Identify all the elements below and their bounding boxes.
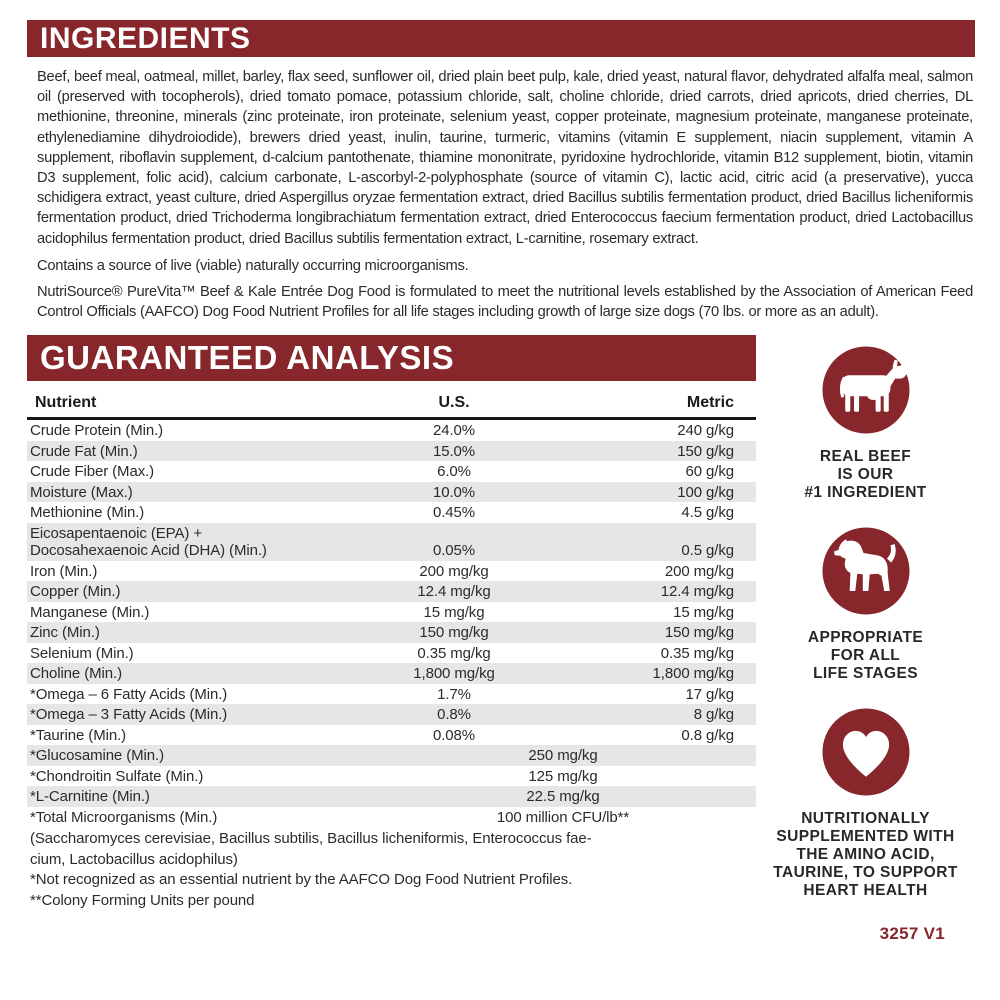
analysis-row (27, 663, 756, 684)
microorganisms-note: Contains a source of live (viable) naturally occurring microorganisms. (37, 257, 469, 274)
nutrient-cell: Selenium (Min.) (30, 644, 134, 662)
analysis-row (27, 745, 756, 766)
metric-value-cell: 0.8 g/kg (681, 726, 734, 744)
metric-value-cell: 4.5 g/kg (681, 504, 734, 522)
nutrient-cell: Eicosapentaenoic (EPA) + Docosahexaenoic Acid (DHA) (Min.) (30, 524, 267, 560)
metric-value-cell: 15 mg/kg (673, 603, 734, 621)
nutrient-cell: *Chondroitin Sulfate (Min.) (30, 767, 204, 785)
badge-caption-line: #1 INGREDIENT (804, 484, 927, 502)
badge-heart-health (773, 707, 957, 900)
guaranteed-analysis-table (27, 394, 756, 827)
metric-value-cell: 150 mg/kg (664, 624, 734, 642)
us-value-cell: 200 mg/kg (419, 562, 489, 580)
analysis-row (27, 684, 756, 705)
nutrient-cell: Zinc (Min.) (30, 624, 100, 642)
nutrient-cell: Crude Fat (Min.) (30, 442, 138, 460)
column-header-nutrient: Nutrient (27, 394, 370, 419)
column-header-us: U.S. (370, 394, 538, 419)
analysis-row (27, 786, 756, 807)
nutrient-cell: *L-Carnitine (Min.) (30, 788, 150, 806)
analysis-row (27, 581, 756, 602)
nutrient-cell: Crude Protein (Min.) (30, 422, 164, 440)
us-value-cell: 150 mg/kg (419, 624, 489, 642)
nutrient-cell: *Omega – 6 Fatty Acids (Min.) (30, 685, 228, 703)
version-code: 3257 V1 (879, 924, 945, 944)
analysis-row (27, 441, 756, 462)
analysis-footnote: **Colony Forming Units per pound (30, 891, 255, 909)
us-value-cell: 15.0% (432, 442, 476, 460)
badge-caption-line: FOR ALL (830, 647, 901, 665)
us-value-cell: 6.0% (437, 463, 471, 481)
metric-value-cell: 1,800 mg/kg (652, 665, 734, 683)
badge-real-beef (804, 345, 926, 502)
nutrient-cell: Methionine (Min.) (30, 504, 145, 522)
metric-value-cell: 200 mg/kg (664, 562, 734, 580)
metric-value-cell: 0.35 mg/kg (660, 644, 734, 662)
guaranteed-analysis-title: GUARANTEED ANALYSIS (40, 339, 455, 377)
us-value-cell: 0.45% (432, 504, 476, 522)
badge-caption-line: HEART HEALTH (803, 882, 928, 900)
ingredients-title: INGREDIENTS (40, 21, 251, 55)
badge-caption (773, 810, 957, 900)
lower-section (27, 335, 975, 944)
analysis-row (27, 419, 756, 441)
metric-value-cell: 150 g/kg (677, 442, 734, 460)
analysis-footnote: (Saccharomyces cerevisiae, Bacillus subtilis, Bacillus licheniformis, Enterococcus fae- (30, 830, 592, 848)
analysis-row (27, 643, 756, 664)
us-value-cell: 0.05% (432, 542, 476, 560)
badges-sidebar (756, 335, 975, 944)
metric-value-cell: 60 g/kg (685, 463, 734, 481)
us-value-cell: 1.7% (437, 685, 471, 703)
analysis-row (27, 461, 756, 482)
combined-value-cell: 100 million CFU/lb** (496, 808, 630, 826)
cow-icon (821, 345, 911, 435)
badge-caption-line: NUTRITIONALLY (801, 810, 930, 828)
analysis-row (27, 482, 756, 503)
analysis-row (27, 502, 756, 523)
heart-icon (821, 707, 911, 797)
nutrient-cell: *Omega – 3 Fatty Acids (Min.) (30, 706, 228, 724)
analysis-row (27, 807, 756, 828)
analysis-row (27, 766, 756, 787)
badge-caption-line: IS OUR (837, 466, 894, 484)
nutrient-cell: *Glucosamine (Min.) (30, 747, 164, 765)
analysis-row (27, 561, 756, 582)
nutrient-cell: *Taurine (Min.) (30, 726, 127, 744)
column-header-metric: Metric (538, 394, 756, 419)
metric-value-cell: 17 g/kg (685, 685, 734, 703)
ingredients-text: Beef, beef meal, oatmeal, millet, barley, flax seed, sunflower oil, dried plain beet pulp, kale, dried yeast, natural flavor, dehydrated alfalfa meal, salmon oil (preserved with tocopherols), dried tomato pomace, potassium chloride, salt, choline chloride, dried carrots, dried apricots, dried cherries, DL methionine, threonine, minerals (zinc proteinate, iron proteinate, selenium yeast, copper proteinate, magnesium proteinate, manganese proteinate, ethylenediamine dihydroiodide), brewers dried yeast, inulin, taurine, turmeric, vitamins (vitamin E supplement, niacin supplement, vitamin A supplement, riboflavin supplement, d-calcium pantothenate, thiamine mononitrate, pyridoxine hydrochloride, vitamin B12 supplement, biotin, vitamin D3 supplement, folic acid), calcium carbonate, L-ascorbyl-2-polyphosphate (source of vitamin C), lactic acid, citric acid (a preservative), yucca schidigera extract, yeast culture, dried Aspergillus oryzae fermentation extract, dried Bacillus subtilis fermentation product, dried Bacillus licheniformis fermentation product, dried Trichoderma longibrachiatum fermentation extract, dried Enterococcus faecium fermentation product, dried Lactobacillus acidophilus fermentation product, dried Bacillus subtilis fermentation extract, L-carnitine, rosemary extract. (37, 69, 973, 247)
badge-caption-line: REAL BEEF (819, 448, 912, 466)
metric-value-cell: 12.4 mg/kg (660, 583, 734, 601)
combined-value-cell: 250 mg/kg (528, 747, 598, 765)
us-value-cell: 0.35 mg/kg (417, 644, 491, 662)
nutrient-cell: Crude Fiber (Max.) (30, 463, 155, 481)
metric-value-cell: 240 g/kg (677, 422, 734, 440)
aafco-statement: NutriSource® PureVita™ Beef & Kale Entrée Dog Food is formulated to meet the nutritional levels established by the Association of American Feed Control Officials (AAFCO) Dog Food Nutrient Profiles for all life stages including growth of large size dogs (70 lbs. or more as an adult). (37, 284, 973, 321)
nutrient-cell: *Total Microorganisms (Min.) (30, 808, 218, 826)
analysis-row (27, 725, 756, 746)
guaranteed-analysis-section (27, 335, 756, 944)
nutrient-cell: Manganese (Min.) (30, 603, 150, 621)
puppy-icon (821, 526, 911, 616)
us-value-cell: 0.08% (432, 726, 476, 744)
badge-life-stages (808, 526, 923, 683)
analysis-row (27, 622, 756, 643)
us-value-cell: 15 mg/kg (423, 603, 485, 621)
analysis-footnotes (27, 829, 756, 911)
combined-value-cell: 125 mg/kg (528, 767, 598, 785)
analysis-row (27, 704, 756, 725)
nutrient-cell: Iron (Min.) (30, 562, 98, 580)
metric-value-cell: 0.5 g/kg (681, 542, 734, 560)
nutrient-cell: Choline (Min.) (30, 665, 122, 683)
analysis-table-body (27, 419, 756, 828)
analysis-header-row (27, 394, 756, 419)
badge-caption-line: SUPPLEMENTED WITH (776, 828, 955, 846)
ingredients-section (27, 20, 975, 322)
badge-caption (808, 629, 923, 683)
analysis-row (27, 523, 756, 561)
us-value-cell: 12.4 mg/kg (417, 583, 491, 601)
badge-caption (804, 448, 926, 502)
badge-caption-line: THE AMINO ACID, (796, 846, 935, 864)
analysis-footnote: cium, Lactobacillus acidophilus) (30, 850, 238, 868)
us-value-cell: 0.8% (437, 706, 471, 724)
ingredients-header-banner (27, 20, 975, 57)
guaranteed-analysis-header-banner (27, 335, 756, 381)
nutrient-cell: Copper (Min.) (30, 583, 121, 601)
combined-value-cell: 22.5 mg/kg (526, 788, 600, 806)
badge-caption-line: LIFE STAGES (813, 665, 918, 683)
us-value-cell: 1,800 mg/kg (413, 665, 495, 683)
analysis-row (27, 602, 756, 623)
badge-caption-line: TAURINE, TO SUPPORT (773, 864, 958, 882)
metric-value-cell: 100 g/kg (677, 483, 734, 501)
badge-caption-line: APPROPRIATE (807, 629, 924, 647)
analysis-footnote: *Not recognized as an essential nutrient by the AAFCO Dog Food Nutrient Profiles. (30, 871, 573, 889)
us-value-cell: 10.0% (432, 483, 476, 501)
us-value-cell: 24.0% (432, 422, 476, 440)
metric-value-cell: 8 g/kg (693, 706, 734, 724)
nutrient-cell: Moisture (Max.) (30, 483, 133, 501)
